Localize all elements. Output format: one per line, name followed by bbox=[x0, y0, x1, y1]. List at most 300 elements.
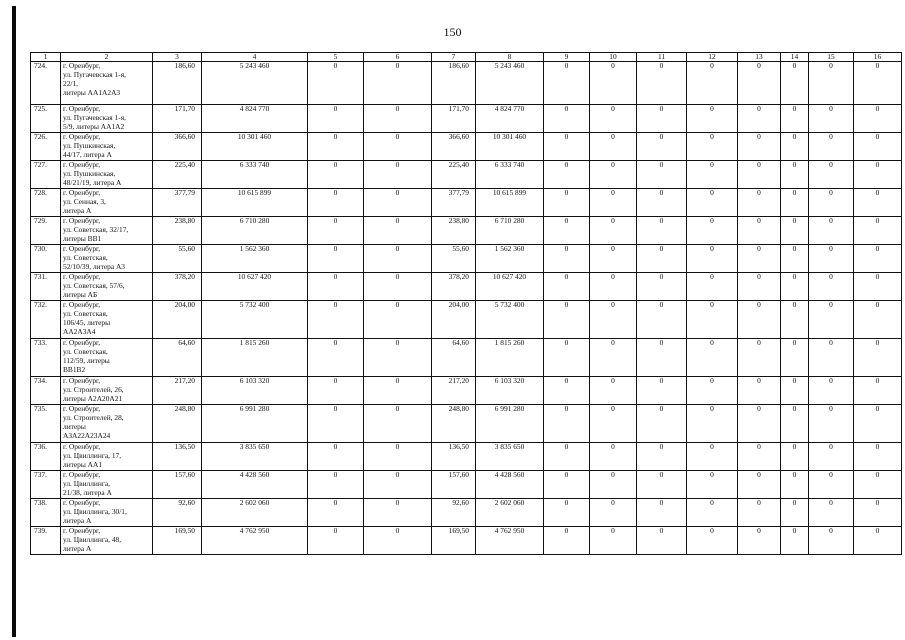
column-14-cell: 0 bbox=[781, 499, 809, 527]
table-row bbox=[31, 301, 902, 339]
column-number-3: 3 bbox=[153, 53, 202, 62]
address-line: литера А bbox=[63, 205, 92, 215]
column-number-5: 5 bbox=[308, 53, 364, 62]
column-14-cell: 0 bbox=[781, 339, 809, 377]
address-cell bbox=[61, 161, 153, 189]
column-15-cell: 0 bbox=[809, 133, 854, 161]
column-13-cell: 0 bbox=[738, 133, 781, 161]
column-11-cell: 0 bbox=[637, 161, 687, 189]
table-row bbox=[31, 273, 902, 301]
column-10-cell: 0 bbox=[590, 161, 637, 189]
column-15-cell: 0 bbox=[809, 245, 854, 273]
column-15-cell: 0 bbox=[809, 105, 854, 133]
column-6-cell: 0 bbox=[364, 245, 432, 273]
address-line: ул. Советская, 32/17, bbox=[63, 224, 129, 234]
column-number-14: 14 bbox=[781, 53, 809, 62]
column-5-cell: 0 bbox=[308, 301, 364, 339]
column-16-cell: 0 bbox=[854, 443, 902, 471]
column-3-cell: 136,50 bbox=[153, 443, 202, 471]
address-line: ул. Пугачевская 1-я, bbox=[63, 112, 126, 122]
column-16-cell: 0 bbox=[854, 339, 902, 377]
column-15-cell: 0 bbox=[809, 62, 854, 105]
column-6-cell: 0 bbox=[364, 273, 432, 301]
column-13-cell: 0 bbox=[738, 161, 781, 189]
address-line: г. Оренбург, bbox=[63, 498, 101, 507]
column-12-cell: 0 bbox=[687, 499, 738, 527]
address-line: 52/10/39, литера А3 bbox=[63, 261, 125, 271]
column-12-cell: 0 bbox=[687, 377, 738, 405]
column-3-cell: 217,20 bbox=[153, 377, 202, 405]
column-9-cell: 0 bbox=[544, 339, 590, 377]
column-5-cell: 0 bbox=[308, 471, 364, 499]
row-number-cell: 737. bbox=[31, 471, 61, 499]
column-5-cell: 0 bbox=[308, 499, 364, 527]
column-9-cell: 0 bbox=[544, 301, 590, 339]
column-11-cell: 0 bbox=[637, 405, 687, 443]
column-15-cell: 0 bbox=[809, 161, 854, 189]
column-10-cell: 0 bbox=[590, 189, 637, 217]
column-11-cell: 0 bbox=[637, 189, 687, 217]
address-line: ВВ1В2 bbox=[63, 364, 86, 374]
address-line: литеры ВВ1 bbox=[63, 233, 102, 243]
column-9-cell: 0 bbox=[544, 405, 590, 443]
column-3-cell: 204,00 bbox=[153, 301, 202, 339]
column-11-cell: 0 bbox=[637, 527, 687, 555]
column-10-cell: 0 bbox=[590, 62, 637, 105]
column-11-cell: 0 bbox=[637, 443, 687, 471]
column-6-cell: 0 bbox=[364, 499, 432, 527]
address-line: г. Оренбург, bbox=[63, 61, 101, 70]
column-8-cell: 3 835 650 bbox=[476, 443, 544, 471]
column-9-cell: 0 bbox=[544, 133, 590, 161]
row-number-cell: 730. bbox=[31, 245, 61, 273]
address-line: г. Оренбург, bbox=[63, 442, 101, 451]
column-5-cell: 0 bbox=[308, 161, 364, 189]
column-4-cell: 6 710 280 bbox=[202, 217, 308, 245]
column-4-cell: 4 428 560 bbox=[202, 471, 308, 499]
column-8-cell: 4 428 560 bbox=[476, 471, 544, 499]
column-number-15: 15 bbox=[809, 53, 854, 62]
row-number-cell: 729. bbox=[31, 217, 61, 245]
column-3-cell: 378,20 bbox=[153, 273, 202, 301]
column-7-cell: 248,80 bbox=[432, 405, 476, 443]
address-line: ул. Пугачевская 1-я, bbox=[63, 69, 126, 79]
column-7-cell: 136,50 bbox=[432, 443, 476, 471]
address-line: г. Оренбург, bbox=[63, 470, 101, 479]
column-9-cell: 0 bbox=[544, 443, 590, 471]
column-8-cell: 5 243 460 bbox=[476, 62, 544, 105]
column-14-cell: 0 bbox=[781, 217, 809, 245]
column-7-cell: 217,20 bbox=[432, 377, 476, 405]
column-number-2: 2 bbox=[61, 53, 153, 62]
column-12-cell: 0 bbox=[687, 217, 738, 245]
address-line: литеры АА1 bbox=[63, 459, 103, 469]
property-register-table bbox=[30, 52, 902, 555]
column-9-cell: 0 bbox=[544, 377, 590, 405]
address-line: г. Оренбург, bbox=[63, 160, 101, 169]
column-4-cell: 6 333 740 bbox=[202, 161, 308, 189]
address-line: А3А22А23А24 bbox=[63, 430, 111, 440]
address-cell bbox=[61, 62, 153, 105]
column-11-cell: 0 bbox=[637, 471, 687, 499]
column-10-cell: 0 bbox=[590, 339, 637, 377]
column-3-cell: 377,79 bbox=[153, 189, 202, 217]
column-4-cell: 5 732 400 bbox=[202, 301, 308, 339]
address-line: литеры АБ bbox=[63, 289, 98, 299]
address-line: г. Оренбург, bbox=[63, 300, 101, 309]
column-4-cell: 1 815 260 bbox=[202, 339, 308, 377]
column-8-cell: 6 710 280 bbox=[476, 217, 544, 245]
address-line: ул. Цвиллинга, bbox=[63, 478, 110, 488]
column-16-cell: 0 bbox=[854, 161, 902, 189]
column-16-cell: 0 bbox=[854, 217, 902, 245]
address-line: 5/9, литеры АА1А2 bbox=[63, 121, 125, 131]
address-line: г. Оренбург, bbox=[63, 526, 101, 535]
column-6-cell: 0 bbox=[364, 377, 432, 405]
column-5-cell: 0 bbox=[308, 133, 364, 161]
column-16-cell: 0 bbox=[854, 273, 902, 301]
row-number-cell: 731. bbox=[31, 273, 61, 301]
table-row bbox=[31, 189, 902, 217]
column-13-cell: 0 bbox=[738, 62, 781, 105]
column-11-cell: 0 bbox=[637, 339, 687, 377]
column-5-cell: 0 bbox=[308, 245, 364, 273]
column-10-cell: 0 bbox=[590, 245, 637, 273]
column-14-cell: 0 bbox=[781, 245, 809, 273]
address-line: ул. Советская, 57/6, bbox=[63, 280, 125, 290]
column-14-cell: 0 bbox=[781, 133, 809, 161]
row-number-cell: 732. bbox=[31, 301, 61, 339]
column-10-cell: 0 bbox=[590, 377, 637, 405]
table-row bbox=[31, 377, 902, 405]
column-12-cell: 0 bbox=[687, 245, 738, 273]
column-12-cell: 0 bbox=[687, 273, 738, 301]
column-4-cell: 2 602 060 bbox=[202, 499, 308, 527]
column-7-cell: 377,79 bbox=[432, 189, 476, 217]
column-15-cell: 0 bbox=[809, 339, 854, 377]
column-14-cell: 0 bbox=[781, 301, 809, 339]
column-14-cell: 0 bbox=[781, 105, 809, 133]
address-cell bbox=[61, 133, 153, 161]
column-4-cell: 4 762 950 bbox=[202, 527, 308, 555]
column-16-cell: 0 bbox=[854, 245, 902, 273]
column-4-cell: 1 562 360 bbox=[202, 245, 308, 273]
table-row bbox=[31, 499, 902, 527]
column-number-4: 4 bbox=[202, 53, 308, 62]
table-body bbox=[31, 53, 902, 555]
column-4-cell: 10 301 460 bbox=[202, 133, 308, 161]
address-line: 22/1, bbox=[63, 78, 78, 88]
table-row bbox=[31, 405, 902, 443]
address-line: 106/45, литеры bbox=[63, 317, 111, 327]
column-16-cell: 0 bbox=[854, 405, 902, 443]
column-14-cell: 0 bbox=[781, 443, 809, 471]
address-cell bbox=[61, 499, 153, 527]
address-cell bbox=[61, 105, 153, 133]
table-row bbox=[31, 62, 902, 105]
address-cell bbox=[61, 527, 153, 555]
column-14-cell: 0 bbox=[781, 471, 809, 499]
column-11-cell: 0 bbox=[637, 301, 687, 339]
column-12-cell: 0 bbox=[687, 405, 738, 443]
column-14-cell: 0 bbox=[781, 62, 809, 105]
column-16-cell: 0 bbox=[854, 133, 902, 161]
column-13-cell: 0 bbox=[738, 273, 781, 301]
table-row bbox=[31, 161, 902, 189]
column-14-cell: 0 bbox=[781, 527, 809, 555]
column-12-cell: 0 bbox=[687, 133, 738, 161]
column-8-cell: 1 562 360 bbox=[476, 245, 544, 273]
row-number-cell: 734. bbox=[31, 377, 61, 405]
column-6-cell: 0 bbox=[364, 471, 432, 499]
column-13-cell: 0 bbox=[738, 217, 781, 245]
column-13-cell: 0 bbox=[738, 471, 781, 499]
column-16-cell: 0 bbox=[854, 377, 902, 405]
column-10-cell: 0 bbox=[590, 133, 637, 161]
address-cell bbox=[61, 189, 153, 217]
column-7-cell: 157,60 bbox=[432, 471, 476, 499]
column-9-cell: 0 bbox=[544, 273, 590, 301]
column-5-cell: 0 bbox=[308, 339, 364, 377]
column-number-16: 16 bbox=[854, 53, 902, 62]
column-8-cell: 6 991 280 bbox=[476, 405, 544, 443]
column-14-cell: 0 bbox=[781, 405, 809, 443]
column-4-cell: 3 835 650 bbox=[202, 443, 308, 471]
address-line: г. Оренбург, bbox=[63, 272, 101, 281]
address-line: 44/17, литера А bbox=[63, 149, 112, 159]
column-16-cell: 0 bbox=[854, 105, 902, 133]
column-9-cell: 0 bbox=[544, 471, 590, 499]
address-line: АА2А3А4 bbox=[63, 326, 96, 336]
column-3-cell: 92,60 bbox=[153, 499, 202, 527]
column-10-cell: 0 bbox=[590, 217, 637, 245]
column-number-row bbox=[31, 53, 902, 62]
column-16-cell: 0 bbox=[854, 301, 902, 339]
column-11-cell: 0 bbox=[637, 62, 687, 105]
column-3-cell: 238,80 bbox=[153, 217, 202, 245]
column-9-cell: 0 bbox=[544, 245, 590, 273]
column-7-cell: 169,50 bbox=[432, 527, 476, 555]
column-11-cell: 0 bbox=[637, 217, 687, 245]
address-cell bbox=[61, 301, 153, 339]
column-8-cell: 2 602 060 bbox=[476, 499, 544, 527]
address-line: ул. Строителей, 26, bbox=[63, 384, 124, 394]
address-line: литеры АА1А2А3 bbox=[63, 87, 121, 97]
address-line: 112/59, литеры bbox=[63, 355, 110, 365]
address-line: г. Оренбург, bbox=[63, 244, 101, 253]
table-row bbox=[31, 443, 902, 471]
column-13-cell: 0 bbox=[738, 339, 781, 377]
row-number-cell: 735. bbox=[31, 405, 61, 443]
table-row bbox=[31, 217, 902, 245]
column-10-cell: 0 bbox=[590, 527, 637, 555]
column-5-cell: 0 bbox=[308, 273, 364, 301]
column-4-cell: 6 991 280 bbox=[202, 405, 308, 443]
row-number-cell: 726. bbox=[31, 133, 61, 161]
column-11-cell: 0 bbox=[637, 499, 687, 527]
row-number-cell: 733. bbox=[31, 339, 61, 377]
column-15-cell: 0 bbox=[809, 471, 854, 499]
address-line: литера А bbox=[63, 515, 92, 525]
address-line: литеры bbox=[63, 421, 86, 431]
address-cell bbox=[61, 377, 153, 405]
address-line: г. Оренбург, bbox=[63, 376, 101, 385]
table-row bbox=[31, 245, 902, 273]
address-line: ул. Пушкинская, bbox=[63, 168, 116, 178]
column-3-cell: 157,60 bbox=[153, 471, 202, 499]
column-3-cell: 169,50 bbox=[153, 527, 202, 555]
column-13-cell: 0 bbox=[738, 301, 781, 339]
address-line: ул. Строителей, 28, bbox=[63, 412, 124, 422]
column-8-cell: 4 762 950 bbox=[476, 527, 544, 555]
column-15-cell: 0 bbox=[809, 189, 854, 217]
column-5-cell: 0 bbox=[308, 62, 364, 105]
address-line: 48/21/19, литера А bbox=[63, 177, 122, 187]
column-13-cell: 0 bbox=[738, 245, 781, 273]
column-16-cell: 0 bbox=[854, 499, 902, 527]
column-15-cell: 0 bbox=[809, 301, 854, 339]
column-13-cell: 0 bbox=[738, 189, 781, 217]
address-line: г. Оренбург, bbox=[63, 132, 101, 141]
column-16-cell: 0 bbox=[854, 527, 902, 555]
column-10-cell: 0 bbox=[590, 273, 637, 301]
address-line: ул. Советская, bbox=[63, 346, 108, 356]
address-line: ул. Советская, bbox=[63, 308, 108, 318]
column-number-7: 7 bbox=[432, 53, 476, 62]
column-3-cell: 171,70 bbox=[153, 105, 202, 133]
row-number-cell: 736. bbox=[31, 443, 61, 471]
column-11-cell: 0 bbox=[637, 105, 687, 133]
address-cell bbox=[61, 471, 153, 499]
column-16-cell: 0 bbox=[854, 189, 902, 217]
column-12-cell: 0 bbox=[687, 62, 738, 105]
column-3-cell: 225,40 bbox=[153, 161, 202, 189]
column-16-cell: 0 bbox=[854, 471, 902, 499]
column-10-cell: 0 bbox=[590, 499, 637, 527]
column-7-cell: 171,70 bbox=[432, 105, 476, 133]
address-line: ул. Советская, bbox=[63, 252, 108, 262]
table-row bbox=[31, 527, 902, 555]
column-10-cell: 0 bbox=[590, 301, 637, 339]
column-8-cell: 6 333 740 bbox=[476, 161, 544, 189]
column-3-cell: 64,60 bbox=[153, 339, 202, 377]
column-number-13: 13 bbox=[738, 53, 781, 62]
column-15-cell: 0 bbox=[809, 443, 854, 471]
column-10-cell: 0 bbox=[590, 405, 637, 443]
column-7-cell: 55,60 bbox=[432, 245, 476, 273]
column-15-cell: 0 bbox=[809, 499, 854, 527]
column-4-cell: 10 615 899 bbox=[202, 189, 308, 217]
column-10-cell: 0 bbox=[590, 105, 637, 133]
column-3-cell: 366,60 bbox=[153, 133, 202, 161]
column-14-cell: 0 bbox=[781, 161, 809, 189]
column-14-cell: 0 bbox=[781, 189, 809, 217]
column-15-cell: 0 bbox=[809, 377, 854, 405]
column-7-cell: 64,60 bbox=[432, 339, 476, 377]
column-4-cell: 6 103 320 bbox=[202, 377, 308, 405]
column-12-cell: 0 bbox=[687, 471, 738, 499]
address-line: ул. Цвиллинга, 30/1, bbox=[63, 506, 127, 516]
row-number-cell: 724. bbox=[31, 62, 61, 105]
column-10-cell: 0 bbox=[590, 443, 637, 471]
column-6-cell: 0 bbox=[364, 62, 432, 105]
column-7-cell: 92,60 bbox=[432, 499, 476, 527]
column-7-cell: 366,60 bbox=[432, 133, 476, 161]
column-12-cell: 0 bbox=[687, 339, 738, 377]
column-15-cell: 0 bbox=[809, 217, 854, 245]
address-cell bbox=[61, 245, 153, 273]
column-9-cell: 0 bbox=[544, 527, 590, 555]
address-line: ул. Цвиллинга, 48, bbox=[63, 534, 122, 544]
column-9-cell: 0 bbox=[544, 499, 590, 527]
column-8-cell: 4 824 770 bbox=[476, 105, 544, 133]
column-6-cell: 0 bbox=[364, 443, 432, 471]
column-6-cell: 0 bbox=[364, 339, 432, 377]
column-7-cell: 225,40 bbox=[432, 161, 476, 189]
column-5-cell: 0 bbox=[308, 405, 364, 443]
column-9-cell: 0 bbox=[544, 189, 590, 217]
address-line: г. Оренбург, bbox=[63, 104, 101, 113]
address-line: ул. Сенная, 3, bbox=[63, 196, 106, 206]
column-5-cell: 0 bbox=[308, 527, 364, 555]
address-cell bbox=[61, 273, 153, 301]
column-13-cell: 0 bbox=[738, 443, 781, 471]
table-row bbox=[31, 339, 902, 377]
column-15-cell: 0 bbox=[809, 527, 854, 555]
column-8-cell: 10 301 460 bbox=[476, 133, 544, 161]
column-8-cell: 1 815 260 bbox=[476, 339, 544, 377]
column-13-cell: 0 bbox=[738, 105, 781, 133]
column-5-cell: 0 bbox=[308, 377, 364, 405]
column-number-11: 11 bbox=[637, 53, 687, 62]
column-7-cell: 238,80 bbox=[432, 217, 476, 245]
column-12-cell: 0 bbox=[687, 443, 738, 471]
column-5-cell: 0 bbox=[308, 189, 364, 217]
column-16-cell: 0 bbox=[854, 62, 902, 105]
column-3-cell: 186,60 bbox=[153, 62, 202, 105]
address-line: литера А bbox=[63, 543, 92, 553]
column-9-cell: 0 bbox=[544, 161, 590, 189]
column-6-cell: 0 bbox=[364, 189, 432, 217]
column-4-cell: 5 243 460 bbox=[202, 62, 308, 105]
column-6-cell: 0 bbox=[364, 161, 432, 189]
column-number-10: 10 bbox=[590, 53, 637, 62]
address-cell bbox=[61, 443, 153, 471]
address-line: г. Оренбург, bbox=[63, 188, 101, 197]
column-12-cell: 0 bbox=[687, 161, 738, 189]
column-8-cell: 10 627 420 bbox=[476, 273, 544, 301]
column-14-cell: 0 bbox=[781, 273, 809, 301]
column-6-cell: 0 bbox=[364, 105, 432, 133]
column-13-cell: 0 bbox=[738, 405, 781, 443]
column-10-cell: 0 bbox=[590, 471, 637, 499]
column-12-cell: 0 bbox=[687, 189, 738, 217]
column-7-cell: 186,60 bbox=[432, 62, 476, 105]
column-11-cell: 0 bbox=[637, 245, 687, 273]
address-cell bbox=[61, 217, 153, 245]
column-12-cell: 0 bbox=[687, 105, 738, 133]
column-number-8: 8 bbox=[476, 53, 544, 62]
column-7-cell: 204,00 bbox=[432, 301, 476, 339]
column-5-cell: 0 bbox=[308, 105, 364, 133]
column-15-cell: 0 bbox=[809, 273, 854, 301]
row-number-cell: 728. bbox=[31, 189, 61, 217]
column-6-cell: 0 bbox=[364, 405, 432, 443]
address-line: г. Оренбург, bbox=[63, 216, 101, 225]
table-row bbox=[31, 105, 902, 133]
column-6-cell: 0 bbox=[364, 527, 432, 555]
page-number: 150 bbox=[443, 25, 462, 39]
